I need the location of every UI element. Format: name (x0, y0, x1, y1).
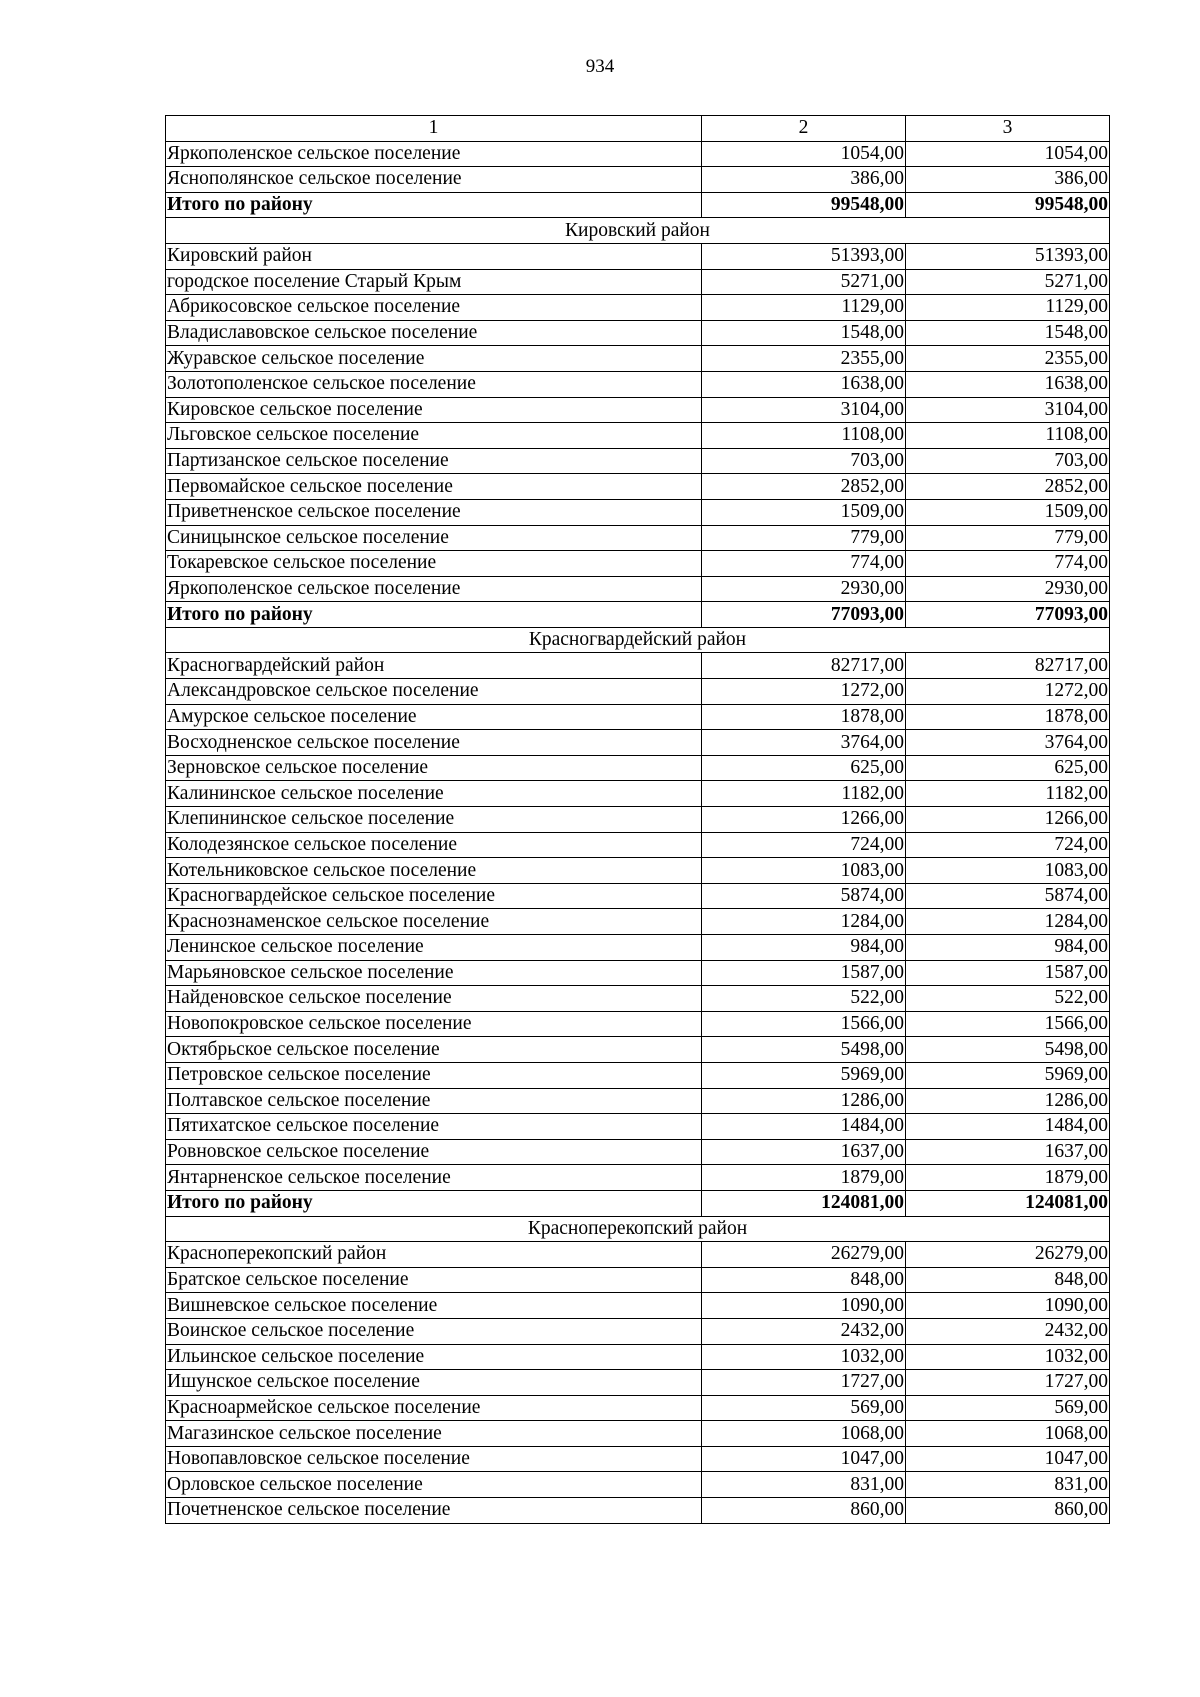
value-col-3: 774,00 (906, 551, 1110, 577)
value-col-2: 2930,00 (702, 576, 906, 602)
settlement-name: Журавское сельское поселение (166, 346, 702, 372)
value-col-2: 99548,00 (702, 192, 906, 218)
value-col-2: 51393,00 (702, 243, 906, 269)
settlement-name: Почетненское сельское поселение (166, 1498, 702, 1524)
table-row (166, 474, 1110, 500)
value-col-3: 2930,00 (906, 576, 1110, 602)
settlement-name: Итого по району (166, 602, 702, 628)
table-row (166, 935, 1110, 961)
value-col-3: 99548,00 (906, 192, 1110, 218)
table-row (166, 576, 1110, 602)
value-col-3: 5874,00 (906, 883, 1110, 909)
value-col-3: 1509,00 (906, 499, 1110, 525)
value-col-3: 625,00 (906, 755, 1110, 781)
settlement-name: Воинское сельское поселение (166, 1318, 702, 1344)
value-col-2: 1484,00 (702, 1114, 906, 1140)
value-col-3: 3104,00 (906, 397, 1110, 423)
value-col-3: 1638,00 (906, 371, 1110, 397)
value-col-2: 77093,00 (702, 602, 906, 628)
value-col-2: 2432,00 (702, 1318, 906, 1344)
settlement-name: Полтавское сельское поселение (166, 1088, 702, 1114)
value-col-2: 569,00 (702, 1395, 906, 1421)
table-row (166, 499, 1110, 525)
table-row (166, 243, 1110, 269)
table-row (166, 832, 1110, 858)
value-col-3: 5498,00 (906, 1037, 1110, 1063)
value-col-2: 26279,00 (702, 1242, 906, 1268)
settlement-name: Новопокровское сельское поселение (166, 1011, 702, 1037)
value-col-2: 2852,00 (702, 474, 906, 500)
settlement-name: Яснополянское сельское поселение (166, 167, 702, 193)
value-col-2: 5969,00 (702, 1062, 906, 1088)
table-row (166, 423, 1110, 449)
table-row (166, 1421, 1110, 1447)
settlement-name: Золотополенское сельское поселение (166, 371, 702, 397)
value-col-3: 848,00 (906, 1267, 1110, 1293)
table-row (166, 1318, 1110, 1344)
table-row (166, 1114, 1110, 1140)
value-col-3: 1637,00 (906, 1139, 1110, 1165)
settlement-name: Александровское сельское поселение (166, 679, 702, 705)
table-row (166, 909, 1110, 935)
settlement-name: Токаревское сельское поселение (166, 551, 702, 577)
settlement-name: Колодезянское сельское поселение (166, 832, 702, 858)
table-row (166, 1037, 1110, 1063)
table-row (166, 1370, 1110, 1396)
table-row (166, 1088, 1110, 1114)
table-row (166, 1344, 1110, 1370)
value-col-2: 386,00 (702, 167, 906, 193)
header-col-2: 2 (702, 116, 906, 142)
table-row (166, 448, 1110, 474)
header-col-1: 1 (166, 116, 702, 142)
value-col-2: 984,00 (702, 935, 906, 961)
value-col-3: 82717,00 (906, 653, 1110, 679)
table-row (166, 397, 1110, 423)
value-col-2: 779,00 (702, 525, 906, 551)
value-col-3: 724,00 (906, 832, 1110, 858)
table-row (166, 1139, 1110, 1165)
value-col-3: 1548,00 (906, 320, 1110, 346)
value-col-2: 1286,00 (702, 1088, 906, 1114)
header-col-3: 3 (906, 116, 1110, 142)
value-col-3: 5271,00 (906, 269, 1110, 295)
value-col-3: 3764,00 (906, 730, 1110, 756)
settlement-name: Котельниковское сельское поселение (166, 858, 702, 884)
settlement-name: Итого по району (166, 1190, 702, 1216)
value-col-3: 1068,00 (906, 1421, 1110, 1447)
settlement-name: Клепининское сельское поселение (166, 807, 702, 833)
table-row (166, 167, 1110, 193)
section-title: Красногвардейский район (166, 627, 1110, 653)
allocation-table (165, 115, 1110, 1524)
settlement-name: Ровновское сельское поселение (166, 1139, 702, 1165)
table-row (166, 1062, 1110, 1088)
table-row (166, 551, 1110, 577)
value-col-2: 522,00 (702, 986, 906, 1012)
value-col-2: 1727,00 (702, 1370, 906, 1396)
table-row (166, 755, 1110, 781)
value-col-3: 2852,00 (906, 474, 1110, 500)
value-col-2: 3104,00 (702, 397, 906, 423)
value-col-2: 1587,00 (702, 960, 906, 986)
value-col-3: 831,00 (906, 1472, 1110, 1498)
value-col-2: 5874,00 (702, 883, 906, 909)
value-col-3: 1566,00 (906, 1011, 1110, 1037)
settlement-name: городское поселение Старый Крым (166, 269, 702, 295)
value-col-2: 1266,00 (702, 807, 906, 833)
value-col-3: 984,00 (906, 935, 1110, 961)
table-row (166, 883, 1110, 909)
settlement-name: Вишневское сельское поселение (166, 1293, 702, 1319)
settlement-name: Амурское сельское поселение (166, 704, 702, 730)
value-col-2: 860,00 (702, 1498, 906, 1524)
value-col-2: 1879,00 (702, 1165, 906, 1191)
value-col-3: 124081,00 (906, 1190, 1110, 1216)
value-col-2: 1509,00 (702, 499, 906, 525)
value-col-2: 848,00 (702, 1267, 906, 1293)
section-header-row (166, 627, 1110, 653)
value-col-2: 1090,00 (702, 1293, 906, 1319)
value-col-3: 860,00 (906, 1498, 1110, 1524)
value-col-2: 1272,00 (702, 679, 906, 705)
value-col-2: 1068,00 (702, 1421, 906, 1447)
value-col-2: 1638,00 (702, 371, 906, 397)
settlement-name: Льговское сельское поселение (166, 423, 702, 449)
value-col-2: 5498,00 (702, 1037, 906, 1063)
value-col-3: 569,00 (906, 1395, 1110, 1421)
total-row (166, 192, 1110, 218)
value-col-2: 1047,00 (702, 1446, 906, 1472)
table-row (166, 320, 1110, 346)
value-col-2: 1032,00 (702, 1344, 906, 1370)
settlement-name: Яркополенское сельское поселение (166, 576, 702, 602)
settlement-name: Зерновское сельское поселение (166, 755, 702, 781)
value-col-3: 1272,00 (906, 679, 1110, 705)
value-col-3: 703,00 (906, 448, 1110, 474)
settlement-name: Кировское сельское поселение (166, 397, 702, 423)
table-row (166, 269, 1110, 295)
value-col-3: 1878,00 (906, 704, 1110, 730)
value-col-3: 1484,00 (906, 1114, 1110, 1140)
settlement-name: Братское сельское поселение (166, 1267, 702, 1293)
settlement-name: Ильинское сельское поселение (166, 1344, 702, 1370)
value-col-3: 1286,00 (906, 1088, 1110, 1114)
table-row (166, 986, 1110, 1012)
settlement-name: Янтарненское сельское поселение (166, 1165, 702, 1191)
table-row (166, 1165, 1110, 1191)
settlement-name: Синицынское сельское поселение (166, 525, 702, 551)
value-col-2: 1108,00 (702, 423, 906, 449)
value-col-3: 1108,00 (906, 423, 1110, 449)
value-col-3: 1266,00 (906, 807, 1110, 833)
table-row (166, 525, 1110, 551)
header-row (166, 116, 1110, 142)
settlement-name: Восходненское сельское поселение (166, 730, 702, 756)
value-col-2: 1878,00 (702, 704, 906, 730)
settlement-name: Марьяновское сельское поселение (166, 960, 702, 986)
table-row (166, 960, 1110, 986)
value-col-3: 1032,00 (906, 1344, 1110, 1370)
settlement-name: Краснознаменское сельское поселение (166, 909, 702, 935)
settlement-name: Первомайское сельское поселение (166, 474, 702, 500)
table-row (166, 781, 1110, 807)
value-col-2: 1637,00 (702, 1139, 906, 1165)
table-row (166, 704, 1110, 730)
settlement-name: Кировский район (166, 243, 702, 269)
value-col-3: 386,00 (906, 167, 1110, 193)
table-row (166, 1011, 1110, 1037)
value-col-3: 779,00 (906, 525, 1110, 551)
page-number: 934 (585, 56, 615, 77)
table-row (166, 807, 1110, 833)
settlement-name: Калининское сельское поселение (166, 781, 702, 807)
settlement-name: Партизанское сельское поселение (166, 448, 702, 474)
value-col-3: 51393,00 (906, 243, 1110, 269)
value-col-2: 1548,00 (702, 320, 906, 346)
settlement-name: Красногвардейский район (166, 653, 702, 679)
settlement-name: Ишунское сельское поселение (166, 1370, 702, 1396)
table-row (166, 1395, 1110, 1421)
settlement-name: Приветненское сельское поселение (166, 499, 702, 525)
settlement-name: Яркополенское сельское поселение (166, 141, 702, 167)
value-col-2: 1054,00 (702, 141, 906, 167)
table-row (166, 1242, 1110, 1268)
settlement-name: Красногвардейское сельское поселение (166, 883, 702, 909)
value-col-3: 1284,00 (906, 909, 1110, 935)
settlement-name: Новопавловское сельское поселение (166, 1446, 702, 1472)
value-col-3: 1182,00 (906, 781, 1110, 807)
value-col-2: 1083,00 (702, 858, 906, 884)
settlement-name: Пятихатское сельское поселение (166, 1114, 702, 1140)
value-col-3: 1090,00 (906, 1293, 1110, 1319)
table-row (166, 730, 1110, 756)
table-row (166, 295, 1110, 321)
table-row (166, 653, 1110, 679)
value-col-2: 2355,00 (702, 346, 906, 372)
value-col-3: 1054,00 (906, 141, 1110, 167)
table-row (166, 1267, 1110, 1293)
section-header-row (166, 218, 1110, 244)
settlement-name: Владиславовское сельское поселение (166, 320, 702, 346)
value-col-3: 77093,00 (906, 602, 1110, 628)
value-col-2: 774,00 (702, 551, 906, 577)
settlement-name: Октябрьское сельское поселение (166, 1037, 702, 1063)
section-header-row (166, 1216, 1110, 1242)
value-col-2: 724,00 (702, 832, 906, 858)
value-col-2: 831,00 (702, 1472, 906, 1498)
settlement-name: Ленинское сельское поселение (166, 935, 702, 961)
total-row (166, 1190, 1110, 1216)
value-col-2: 625,00 (702, 755, 906, 781)
value-col-2: 5271,00 (702, 269, 906, 295)
value-col-2: 1129,00 (702, 295, 906, 321)
total-row (166, 602, 1110, 628)
value-col-3: 1129,00 (906, 295, 1110, 321)
value-col-3: 1587,00 (906, 960, 1110, 986)
table-row (166, 1472, 1110, 1498)
settlement-name: Красноармейское сельское поселение (166, 1395, 702, 1421)
settlement-name: Абрикосовское сельское поселение (166, 295, 702, 321)
value-col-2: 1182,00 (702, 781, 906, 807)
section-title: Кировский район (166, 218, 1110, 244)
settlement-name: Красноперекопский район (166, 1242, 702, 1268)
value-col-2: 124081,00 (702, 1190, 906, 1216)
settlement-name: Магазинское сельское поселение (166, 1421, 702, 1447)
settlement-name: Итого по району (166, 192, 702, 218)
value-col-3: 2355,00 (906, 346, 1110, 372)
table-row (166, 858, 1110, 884)
value-col-3: 1727,00 (906, 1370, 1110, 1396)
value-col-3: 1083,00 (906, 858, 1110, 884)
value-col-3: 522,00 (906, 986, 1110, 1012)
value-col-2: 703,00 (702, 448, 906, 474)
table-row (166, 1293, 1110, 1319)
section-title: Красноперекопский район (166, 1216, 1110, 1242)
value-col-2: 1284,00 (702, 909, 906, 935)
table-row (166, 346, 1110, 372)
settlement-name: Найденовское сельское поселение (166, 986, 702, 1012)
value-col-3: 26279,00 (906, 1242, 1110, 1268)
table-row (166, 1498, 1110, 1524)
settlement-name: Орловское сельское поселение (166, 1472, 702, 1498)
value-col-3: 5969,00 (906, 1062, 1110, 1088)
value-col-2: 82717,00 (702, 653, 906, 679)
value-col-2: 1566,00 (702, 1011, 906, 1037)
table-row (166, 679, 1110, 705)
table-row (166, 141, 1110, 167)
value-col-3: 1879,00 (906, 1165, 1110, 1191)
table-row (166, 371, 1110, 397)
table-row (166, 1446, 1110, 1472)
value-col-3: 2432,00 (906, 1318, 1110, 1344)
settlement-name: Петровское сельское поселение (166, 1062, 702, 1088)
value-col-3: 1047,00 (906, 1446, 1110, 1472)
value-col-2: 3764,00 (702, 730, 906, 756)
table-body (166, 116, 1110, 1524)
